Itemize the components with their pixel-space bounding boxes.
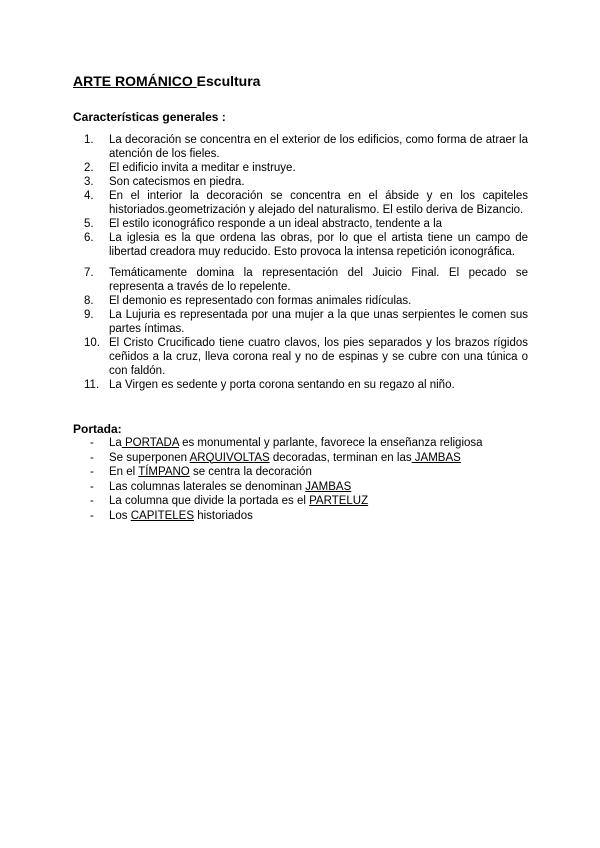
item-number: 3. <box>84 176 94 188</box>
term-jambas: JAMBAS <box>305 480 352 493</box>
dash-bullet: - <box>90 466 94 478</box>
item-number: 4. <box>84 190 94 202</box>
list-item <box>84 161 528 175</box>
text-run: Se superponen <box>109 451 190 464</box>
item-text: El demonio es representado con formas animales ridículas. <box>109 295 412 307</box>
term-arquivoltas: ARQUIVOLTAS <box>189 451 270 464</box>
item-text <box>109 480 351 495</box>
item-text: La Lujuria es representada por una mujer a la que unas serpientes le comen sus partes íntimas. <box>109 309 528 335</box>
text-run: La <box>109 437 122 449</box>
term-capiteles: CAPITELES <box>130 509 195 522</box>
item-text <box>109 494 368 509</box>
list-item <box>90 465 530 480</box>
text-run: Los <box>109 509 131 522</box>
list-item <box>90 451 530 466</box>
general-heading: Características generales : <box>73 110 226 124</box>
list-item <box>90 494 530 509</box>
item-text: La Virgen es sedente y porta corona sentando en su regazo al niño. <box>109 379 455 391</box>
item-text: Temáticamente domina la representación del Juicio Final. El pecado se representa a través de lo repelente. <box>109 267 528 293</box>
list-item <box>84 133 528 161</box>
dash-bullet: - <box>90 509 94 522</box>
text-run: En el <box>109 466 139 478</box>
list-item <box>90 436 530 451</box>
title-sub: Escultura <box>196 73 261 89</box>
portada-heading: Portada: <box>73 422 122 436</box>
dash-bullet: - <box>90 451 94 464</box>
general-list <box>84 133 528 392</box>
item-number: 6. <box>84 232 94 244</box>
text-run: se centra la decoración <box>189 466 312 478</box>
list-item <box>84 231 528 259</box>
item-text <box>109 465 312 480</box>
item-text <box>109 509 253 524</box>
item-text: La iglesia es la que ordena las obras, por lo que el artista tiene un campo de libertad creadora muy reducido. Esto provoca la intensa repetición iconográfica. <box>109 232 528 258</box>
item-number: 2. <box>84 162 94 174</box>
item-text: La decoración se concentra en el exterior de los edificios, como forma de atraer la atención de los fieles. <box>109 134 528 160</box>
portada-list <box>90 436 530 523</box>
list-item <box>84 294 528 308</box>
item-number: 9. <box>84 309 94 321</box>
item-number: 10. <box>84 337 100 349</box>
dash-bullet: - <box>90 480 94 493</box>
item-number: 1. <box>84 134 94 146</box>
item-text: En el interior la decoración se concentra en el ábside y en los capiteles historiados.geometrización y alejado del naturalismo. El estilo deriva de Bizancio. <box>109 190 528 216</box>
item-text: El estilo iconográfico responde a un ideal abstracto, tendente a la <box>109 218 443 230</box>
list-item <box>84 175 528 189</box>
list-item <box>84 378 528 392</box>
item-number: 5. <box>84 218 94 230</box>
text-run: Las columnas laterales se denominan <box>109 480 306 493</box>
item-number: 11. <box>84 379 100 391</box>
item-text: El Cristo Crucificado tiene cuatro clavos, los pies separados y los brazos rígidos ceñidos a la cruz, lleva corona real y no de espinas y se cubre con una túnica o con faldón. <box>109 337 528 377</box>
text-run: historiados <box>194 509 253 522</box>
item-text: El edificio invita a meditar e instruye. <box>109 162 296 174</box>
term-portada: PORTADA <box>121 437 179 449</box>
list-item <box>84 217 528 231</box>
text-run: decoradas, terminan en las <box>269 451 412 464</box>
dash-bullet: - <box>90 495 94 507</box>
item-text <box>109 436 483 451</box>
page-title <box>73 73 260 89</box>
list-item <box>90 480 530 495</box>
item-number: 8. <box>84 295 94 307</box>
list-item <box>90 509 530 524</box>
term-parteluz: PARTELUZ <box>309 495 369 507</box>
list-item <box>84 266 528 294</box>
title-main: ARTE ROMÁNICO <box>73 73 197 89</box>
item-number: 7. <box>84 267 94 279</box>
list-item <box>84 189 528 217</box>
list-item <box>84 308 528 336</box>
dash-bullet: - <box>90 437 94 449</box>
item-text <box>109 451 461 466</box>
text-run: es monumental y parlante, favorece la enseñanza religiosa <box>178 437 483 449</box>
list-item <box>84 336 528 378</box>
item-text: Son catecismos en piedra. <box>109 176 245 188</box>
term-jambas: JAMBAS <box>411 451 461 464</box>
text-run: La columna que divide la portada es el <box>109 495 310 507</box>
term-timpano: TÍMPANO <box>138 466 190 478</box>
